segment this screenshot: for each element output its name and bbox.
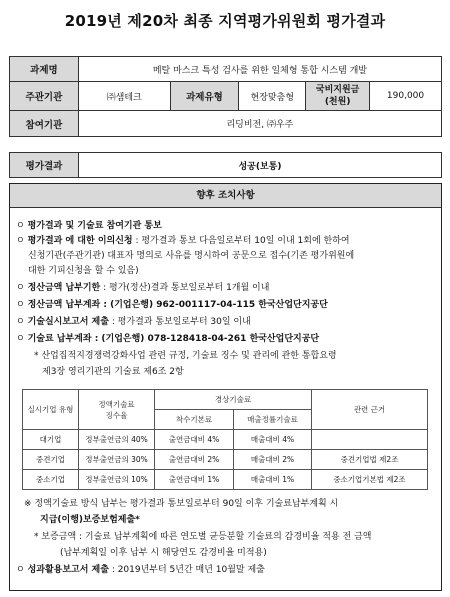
followup-item: ㅇ 정산금액 납부계좌 : (기업은행) 962-001117-04-115 한국산업단지공단 bbox=[16, 300, 328, 310]
followup-note: 제3장 영리기관의 기술료 제6조 2항 bbox=[42, 367, 184, 377]
followup-note: * 보증금액 : 기술료 납부계획에 따른 연도별 균등분할 기술료의 감경비율 적용 전 금액 bbox=[34, 532, 372, 542]
type-label: 과제유형 bbox=[170, 82, 239, 111]
result-label: 평가결과 bbox=[10, 153, 79, 178]
followup-note-bold: 지급(이행)보증보험제출* bbox=[40, 515, 140, 525]
followup-note: * 산업집적지경쟁력강화사업 관련 규정, 기술료 징수 및 관리에 관한 통합요령 bbox=[34, 351, 337, 361]
result-value: 성공(보통) bbox=[79, 153, 442, 178]
grant-value: 190,000 bbox=[370, 82, 442, 111]
host-value: ㈜샘테크 bbox=[78, 82, 170, 111]
table-row: 중소기업 정부출연금의 10% 출연금대비 1% 매출대비 1% 중소기업기본법 제2조 bbox=[23, 470, 428, 490]
followup-heading: 향후 조치사항 bbox=[10, 184, 441, 208]
participant-value: 리딩비전, ㈜우주 bbox=[78, 111, 441, 137]
royalty-header-sales: 매출정률기술료 bbox=[234, 410, 312, 430]
followup-item-cont: 대한 기피신청을 할 수 있음) bbox=[28, 266, 139, 276]
followup-note: (납부계획일 이후 납부 시 해당연도 감경비율 미적용) bbox=[60, 548, 267, 558]
royalty-table bbox=[22, 389, 428, 490]
royalty-header-basis: 관련 근거 bbox=[312, 390, 428, 430]
page-title: 2019년 제20차 최종 지역평가위원회 평가결과 bbox=[64, 12, 386, 30]
royalty-header-fixed: 경상기술료 bbox=[155, 390, 312, 410]
followup-item: ㅇ 평가결과 및 기술료 참여기관 통보 bbox=[16, 221, 162, 231]
followup-item: ㅇ 성과활용보고서 제출 : 2019년부터 5년간 매년 10월말 제출 bbox=[16, 565, 265, 575]
participant-label: 참여기관 bbox=[10, 111, 79, 137]
project-value: 메탈 마스크 특성 검사를 위한 일체형 통합 시스템 개발 bbox=[78, 57, 441, 82]
table-row: 중견기업 정부출연금의 30% 출연금대비 2% 매출대비 2% 중견기업법 제2조 bbox=[23, 450, 428, 470]
followup-item: ㅇ 평가결과 에 대한 이의신청 : 평가결과 통보 다음일로부터 10일 이내 1회에 한하여 bbox=[16, 236, 350, 246]
followup-item-cont: 신청기관(주관기관) 대표자 명의로 사유를 명시하여 공문으로 접수(기존 평가위원에 bbox=[28, 251, 355, 261]
royalty-header-company: 실시기업 유형 bbox=[23, 390, 79, 430]
followup-note: ※ 정액기술료 방식 납부는 평가결과 통보일로부터 90일 이후 기술료납부계획 시 bbox=[24, 499, 339, 509]
followup-item: ㅇ 기술실시보고서 제출 : 평가결과 통보일로부터 30일 이내 bbox=[16, 317, 251, 327]
followup-item: ㅇ 정산금액 납부기한 : 평가(정산)결과 통보일로부터 1개월 이내 bbox=[16, 283, 270, 293]
grant-label bbox=[306, 82, 370, 111]
followup-item: ㅇ 기술료 납부계좌 : (기업은행) 078-128418-04-261 한국산업단지공단 bbox=[16, 334, 320, 344]
grant-label-line2: (천원) bbox=[324, 97, 351, 107]
followup-section bbox=[9, 183, 442, 591]
type-value: 현장맞춤형 bbox=[239, 82, 306, 111]
table-row: 대기업 정부출연금의 40% 출연금대비 4% 매출대비 4% bbox=[23, 430, 428, 450]
royalty-header-rate: 정액기술료 징수율 bbox=[79, 390, 155, 430]
grant-label-line1: 국비지원금 bbox=[315, 85, 360, 95]
project-info-table bbox=[9, 56, 442, 137]
project-label: 과제명 bbox=[10, 57, 79, 82]
result-table bbox=[9, 152, 442, 178]
host-label: 주관기관 bbox=[10, 82, 79, 111]
royalty-header-start: 착수기본료 bbox=[155, 410, 234, 430]
